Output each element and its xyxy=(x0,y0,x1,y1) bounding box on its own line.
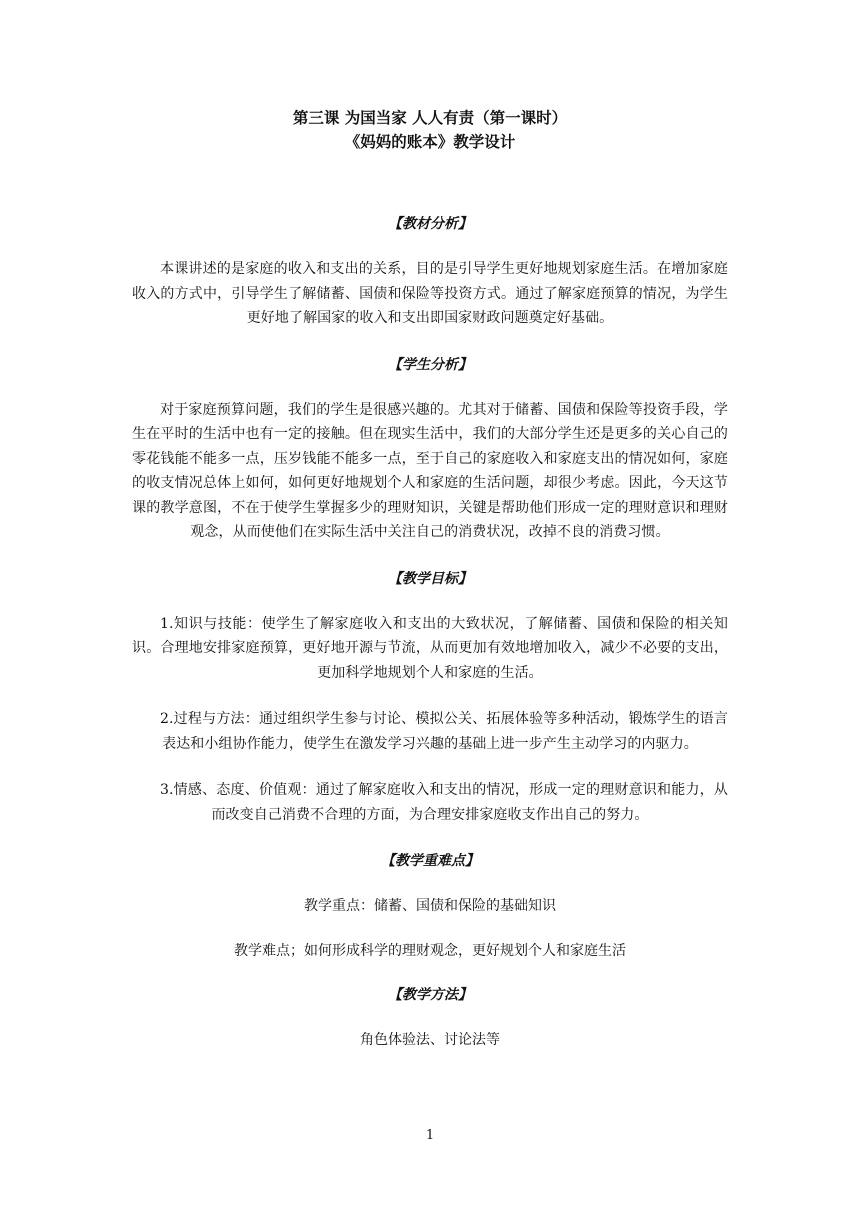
goal-item-1: 1.知识与技能：使学生了解家庭收入和支出的大致状况，了解储蓄、国债和保险的相关知识。合理地安排家庭预算，更好地开源与节流，从而更加有效地增加收入，减少不必要的支出，更加科学地规划个人和家庭的生活。 xyxy=(132,615,728,681)
title-line-2: 《妈妈的账本》教学设计 xyxy=(344,133,516,151)
page-number: 1 xyxy=(425,1128,435,1143)
paragraph-material-analysis: 本课讲述的是家庭的收入和支出的关系，目的是引导学生更好地规划家庭生活。在增加家庭收入的方式中，引导学生了解储蓄、国债和保险等投资方式。通过了解家庭预算的情况，为学生更好地了解国家的收入和支出即国家财政问题奠定好基础。 xyxy=(132,261,728,326)
heading-student-analysis: 【学生分析】 xyxy=(388,356,472,373)
title-line-1: 第三课 为国当家 人人有责（第一课时） xyxy=(292,109,568,127)
teaching-difficulty: 教学难点；如何形成科学的理财观念，更好规划个人和家庭生活 xyxy=(234,942,626,959)
heading-teaching-methods: 【教学方法】 xyxy=(388,987,472,1003)
heading-material-analysis: 【教材分析】 xyxy=(388,216,472,232)
paragraph-student-analysis: 对于家庭预算问题，我们的学生是很感兴趣的。尤其对于储蓄、国债和保险等投资手段，学生在平时的生活中也有一定的接触。但在现实生活中，我们的大部分学生还是更多的关心自己的零花钱能不能多一点，压岁钱能不能多一点，至于自己的家庭收入和家庭支出的情况如何，家庭的收支情况总体上如何，如何更好地规划个人和家庭的生活问题，却很少考虑。因此，今天这节课的教学意图，不在于使学生掌握多少的理财知识，关键是帮助他们形成一定的理财意识和理财观念，从而使他们在实际生活中关注自己的消费状况，改掉不良的消费习惯。 xyxy=(132,401,728,540)
document-body xyxy=(132,212,728,1073)
heading-key-difficult-points: 【教学重难点】 xyxy=(381,853,479,869)
goal-item-2: 2.过程与方法：通过组织学生参与讨论、模拟公关、拓展体验等多种活动，锻炼学生的语言表达和小组协作能力，使学生在激发学习兴趣的基础上进一步产生主动学习的内驱力。 xyxy=(160,711,728,752)
teaching-methods-text: 角色体验法、讨论法等 xyxy=(360,1032,500,1048)
teaching-focus: 教学重点：储蓄、国债和保险的基础知识 xyxy=(304,898,556,914)
document-title xyxy=(0,106,860,154)
heading-teaching-goals: 【教学目标】 xyxy=(388,570,472,587)
goal-item-3: 3.情感、态度、价值观：通过了解家庭收入和支出的情况，形成一定的理财意识和能力，从而改变自己消费不合理的方面，为合理安排家庭收支作出自己的努力。 xyxy=(160,782,728,823)
